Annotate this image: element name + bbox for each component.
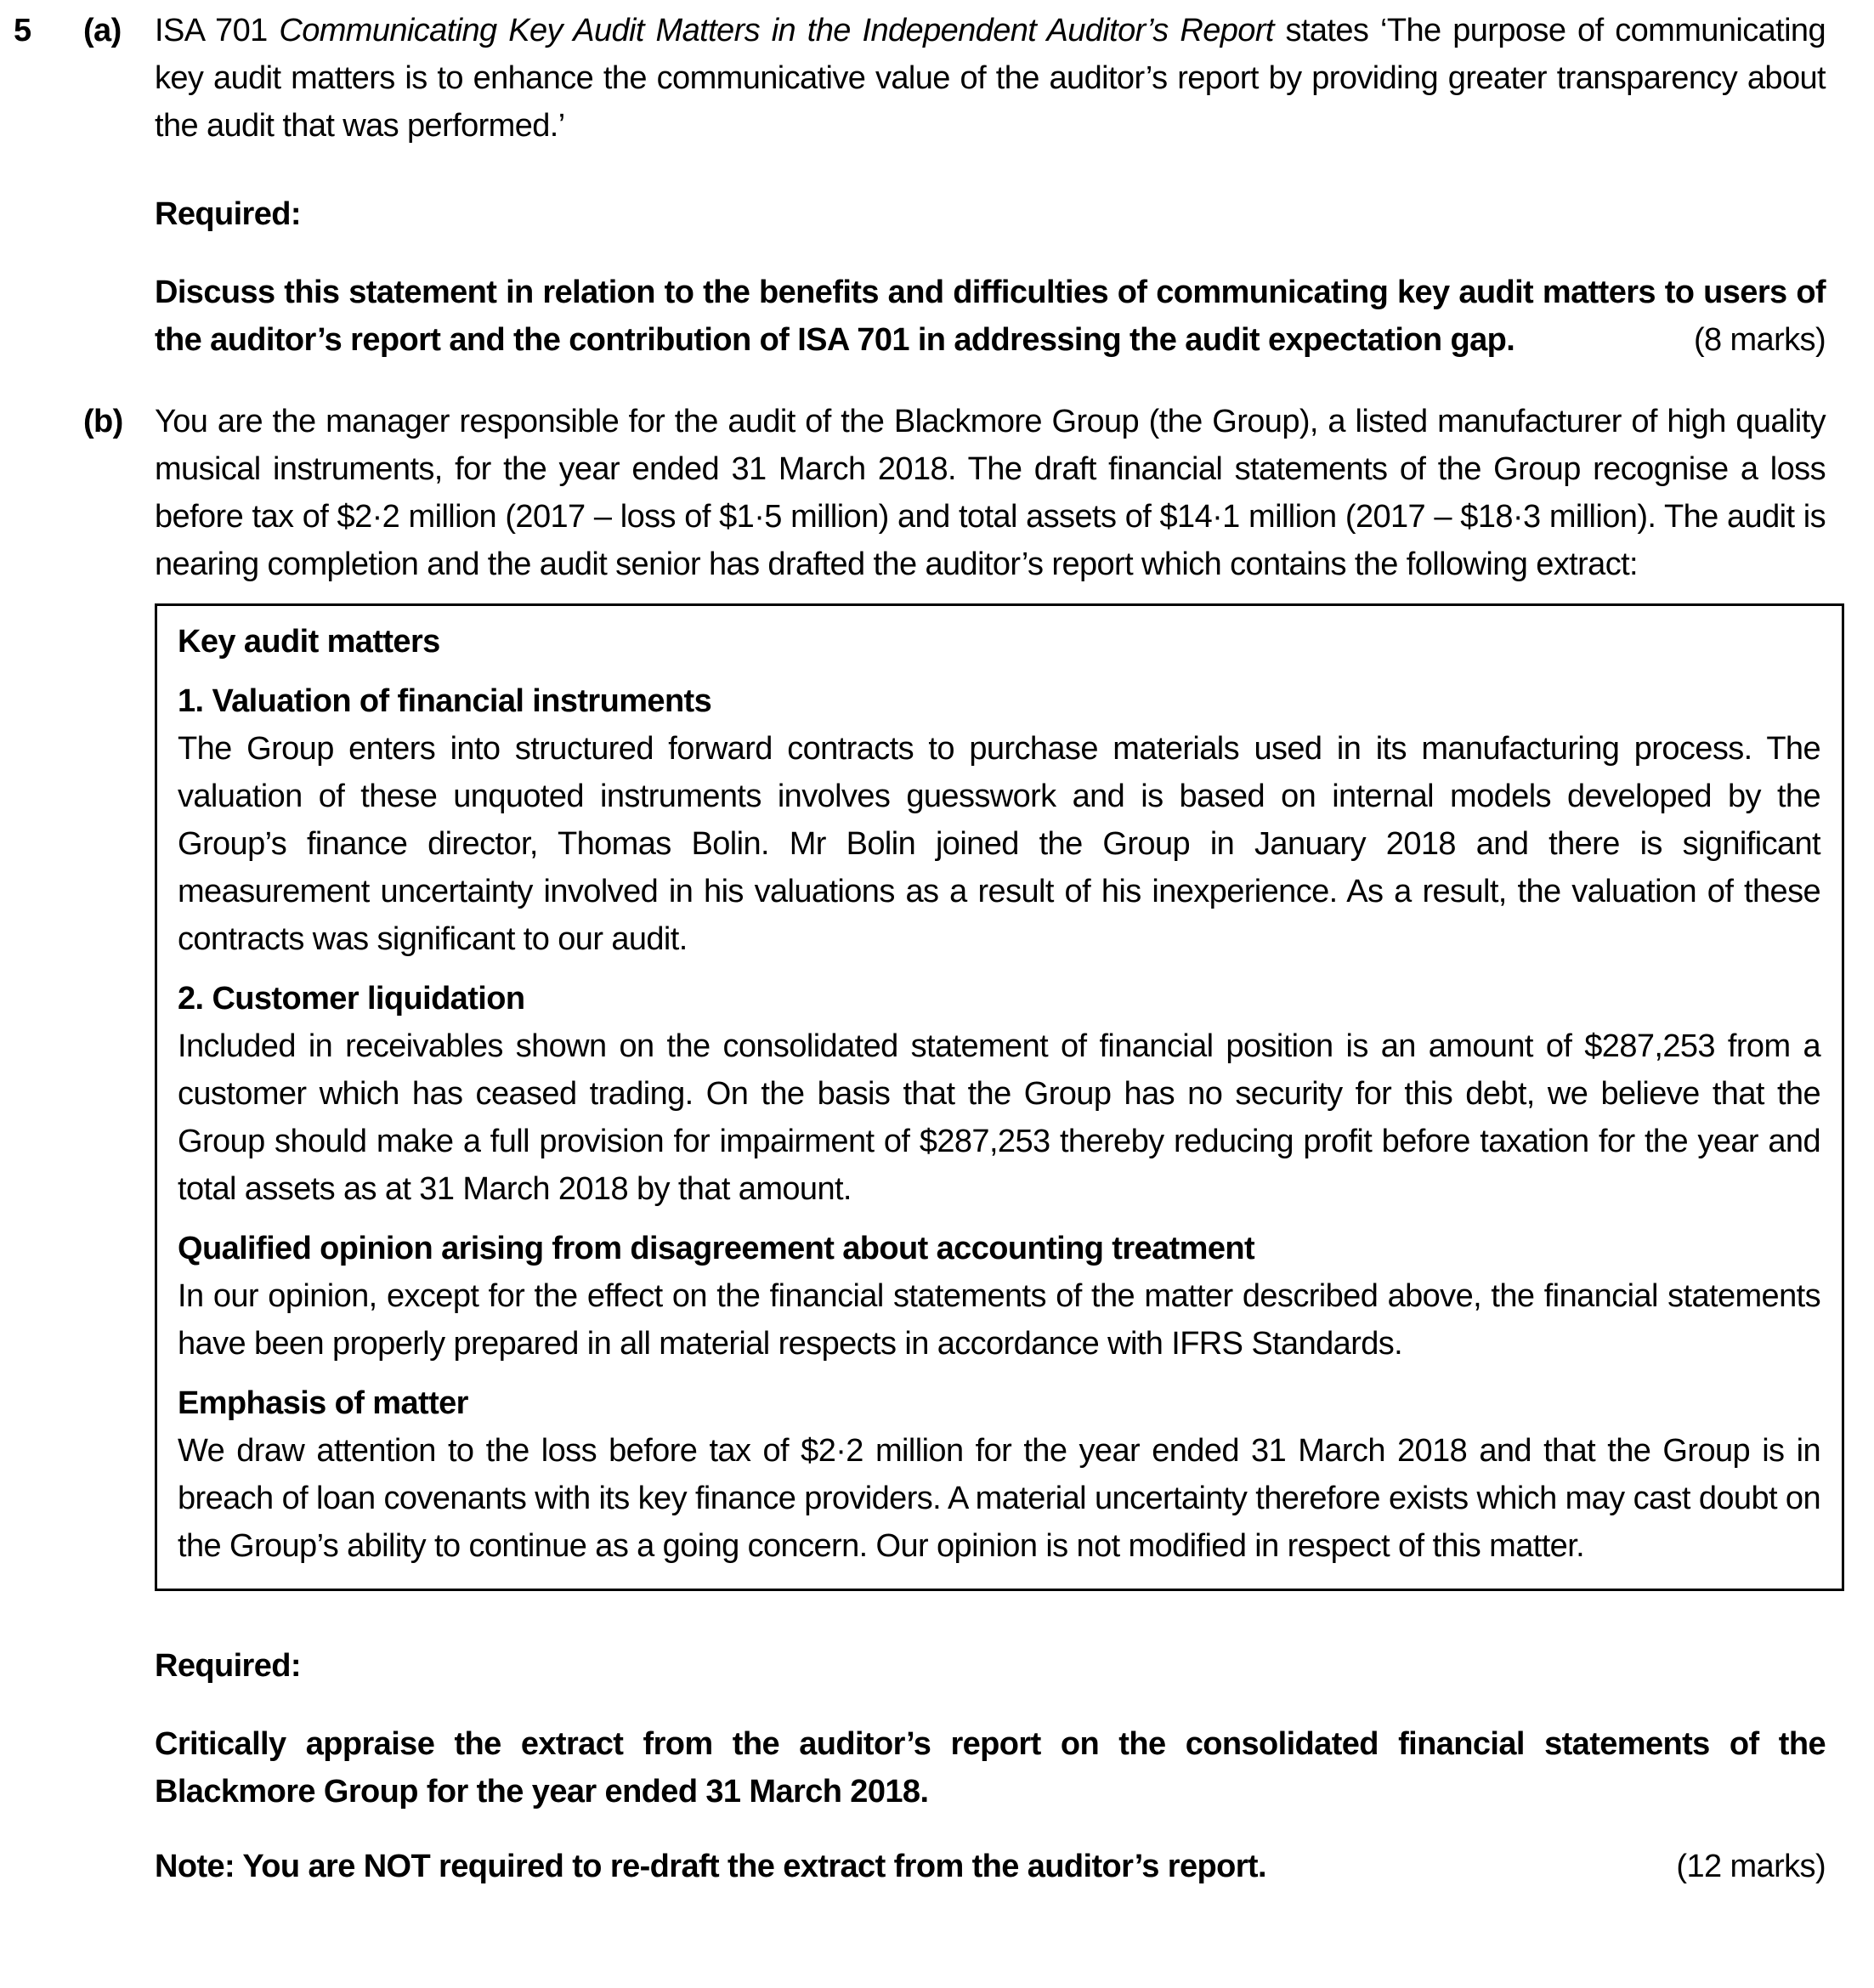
part-b-required-heading: Required:	[155, 1648, 301, 1684]
extract-section-1-heading: 1. Valuation of financial instruments	[178, 683, 712, 719]
extract-section-4-heading: Emphasis of matter	[178, 1385, 468, 1421]
part-b-gutter	[0, 398, 155, 1890]
part-a-gutter	[0, 7, 155, 364]
part-a-requirement-row	[155, 269, 1826, 364]
extract-section-3-body: In our opinion, except for the effect on the financial statements of the matter described above, the financial statements have been properly prepared in all material respects in accordance with IFRS Standards.	[178, 1278, 1820, 1362]
extract-section-1-body: The Group enters into structured forward contracts to purchase materials used in its manufacturing process. The valuation of these unquoted instruments involves guesswork and is based on internal models developed by the Group’s finance director, Thomas Bolin. Mr Bolin joined the Group in January 2018 and there is significant measurement uncertainty involved in his valuations as a result of his inexperience. As a result, the valuation of these contracts was significant to our audit.	[178, 731, 1820, 957]
part-b-note-text: Note: You are NOT required to re-draft the extract from the auditor’s report.	[155, 1849, 1266, 1884]
part-b-label: (b)	[83, 404, 123, 439]
part-a-label: (a)	[83, 13, 122, 48]
question-part-a	[0, 7, 1874, 364]
auditors-report-extract-box	[155, 603, 1844, 1591]
part-b-intro-paragraph: You are the manager responsible for the audit of the Blackmore Group (the Group), a listed manufacturer of high quality musical instruments, for the year ended 31 March 2018. The draft financial statements of the Group recognise a loss before tax of $2·2 million (2017 – loss of $1·5 million) and total assets of $14·1 million (2017 – $18·3 million). The audit is nearing completion and the audit senior has drafted the auditor’s report which contains the following extract:	[155, 404, 1826, 582]
part-b-body	[155, 398, 1874, 1890]
extract-section-4-body: We draw attention to the loss before tax of $2·2 million for the year ended 31 March 2018 and that the Group is in breach of loan covenants with its key finance providers. A material uncertainty therefore exists which may cast doubt on the Group’s ability to continue as a going concern. Our opinion is not modified in respect of this matter.	[178, 1433, 1820, 1564]
part-a-body	[155, 7, 1874, 364]
extract-section-2-body: Included in receivables shown on the consolidated statement of financial position is an amount of $287,253 from a customer which has ceased trading. On the basis that the Group has no security for this debt, we believe that the Group should make a full provision for impairment of $287,253 thereby reducing profit before taxation for the year and total assets as at 31 March 2018 by that amount.	[178, 1028, 1820, 1207]
isa-reference: ISA 701	[155, 13, 280, 48]
question-part-b	[0, 398, 1874, 1890]
part-b-marks: (12 marks)	[1676, 1849, 1826, 1884]
part-a-intro-paragraph	[155, 7, 1826, 150]
extract-section-2-heading: 2. Customer liquidation	[178, 981, 525, 1017]
extract-title: Key audit matters	[178, 624, 440, 660]
question-number: 5	[14, 13, 31, 48]
part-a-intro-quote: states ‘The purpose of communicating key audit matters is to enhance the communicative value of the auditor’s report by providing greater transparency about the audit that was performed.’	[155, 13, 1826, 144]
extract-section-3-heading: Qualified opinion arising from disagreement about accounting treatment	[178, 1231, 1255, 1266]
part-b-requirement-row	[155, 1720, 1826, 1815]
standard-title: Communicating Key Audit Matters in the Independent Auditor’s Report	[279, 13, 1274, 48]
part-a-required-heading: Required:	[155, 196, 301, 232]
part-b-requirement-text: Critically appraise the extract from the auditor’s report on the consolidated financial statements of the Blackmore Group for the year ended 31 March 2018.	[155, 1726, 1826, 1810]
part-a-requirement-text: Discuss this statement in relation to the benefits and difficulties of communicating key audit matters to users of the auditor’s report and the contribution of ISA 701 in addressing the audit expectation gap.	[155, 275, 1826, 358]
part-b-note-row	[155, 1843, 1826, 1890]
part-a-marks: (8 marks)	[1693, 322, 1826, 358]
